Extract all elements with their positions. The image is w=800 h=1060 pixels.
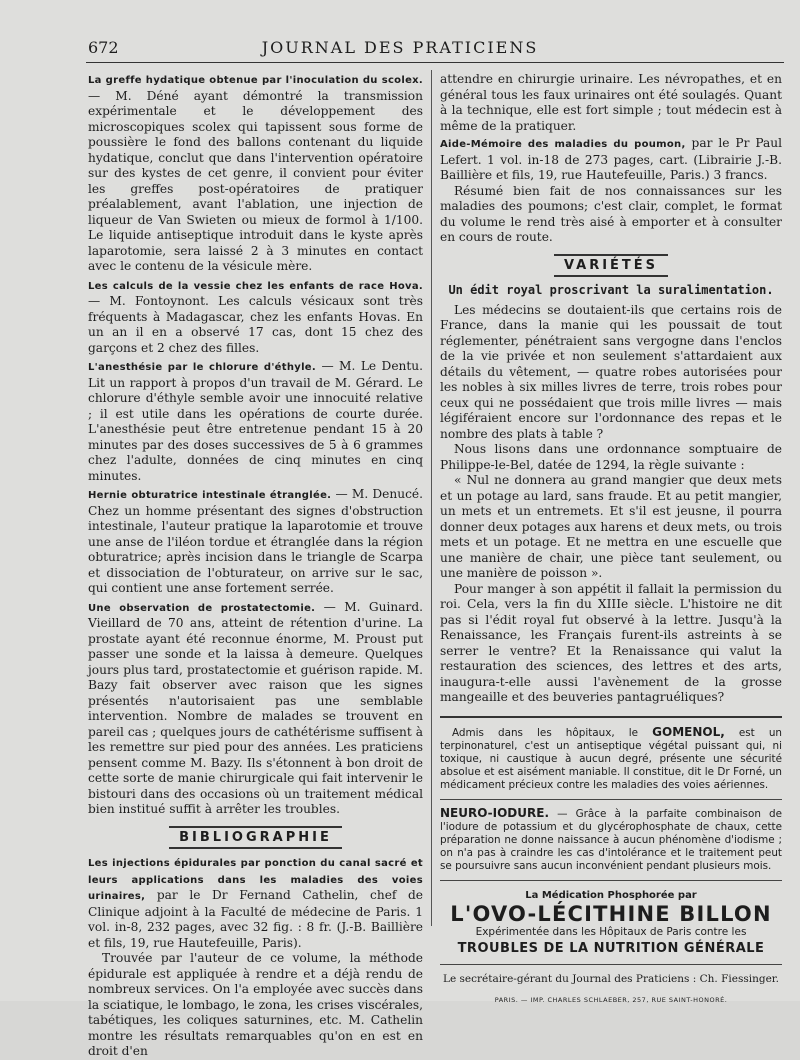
article-title: L'anesthésie par le chlorure d'éthyle. xyxy=(88,362,316,373)
book-review-text: Résumé bien fait de nos connaissances sur les maladies des poumons; c'est clair, complet, le format du volume le rend très aisé à emporter et à consulter en cours de route. xyxy=(440,183,782,244)
article-title: La greffe hydatique obtenue par l'inoculation du scolex. xyxy=(88,75,423,86)
brand-name: GOMENOL, xyxy=(652,724,725,739)
ad-lead: Admis dans les hôpitaux, le xyxy=(452,726,639,739)
page-number: 672 xyxy=(88,38,119,57)
brand-name: L'OVO-LÉCITHINE BILLON xyxy=(450,902,772,926)
ad-line: Expérimentée dans les Hôpitaux de Paris contre les xyxy=(475,925,747,938)
article-prostatectomie xyxy=(88,600,423,818)
article-calculs xyxy=(88,278,423,357)
quotation: « Nul ne donnera au grand mangier que deux mets et un potage au lard, sans fraude. Et au petit mangier, un mets et un entremets. Et s'il est jeusne, il pourra donner deux potages aux harens et deux mets, ou trois mets et un potage. Et ne mettra en une escuelle que une manière de chair, une pièce tant seulement, ou une manière de poisson ». xyxy=(440,473,782,580)
paragraph: Pour manger à son appétit il fallait la permission du roi. Cela, vers la fin du XIIIe siècle. L'histoire ne dit pas si l'édit royal fut observé à la lettre. Jusqu'à la Renaissance, les Français furent-ils astreints à se serrer le ventre? Et la Renaissance qui valut la restauration des sciences, des lettres et des arts, inaugura-t-elle aussi l'avènement de la grosse mangeaille et des beuveries pantagruéliques? xyxy=(440,581,782,704)
paragraph: Nous lisons dans une ordonnance somptuaire de Philippe-le-Bel, datée de 1294, la règle suivante : xyxy=(440,442,782,472)
ad-separator xyxy=(440,880,782,881)
article-subheading: Un édit royal proscrivant la suralimentation. xyxy=(448,283,774,297)
article-text: — M. Denucé. Chez un homme présentant des signes d'obstruction intestinale, l'auteur pratique la laparotomie et trouve une anse de l'iléon tordue et étranglée dans la région obturatrice; après incision dans le triangle de Scarpa et dissociation de l'obturateur, on arrive sur le sac, qui contient une anse fortement serrée. xyxy=(88,487,423,595)
ad-separator xyxy=(440,799,782,800)
article-text: — M. Déné ayant démontré la transmission expérimentale et le développement des microscopiques scolex qui tapissent sous forme de poussière le fond des ballons contenant du liquide hydatique, conclut que dans l'intervention opératoire sur des kystes de cet genre, il convient pour éviter les greffes post-opératoires de pratiquer préalablement, avant l'ablation, une injection de liqueur de Van Swieten ou mieux de formol à 1/100. Le liquide antiseptique introduit dans le kyste après laparotomie, sera laissé 2 à 3 minutes en contact avec le contenu de la vésicule mère. xyxy=(88,88,423,273)
right-column xyxy=(440,72,782,1009)
section-heading-text: VARIÉTÉS xyxy=(554,254,668,278)
book-title: Aide-Mémoire des maladies du poumon, xyxy=(440,139,686,150)
ad-separator xyxy=(440,716,782,718)
continuation-text: attendre en chirurgie urinaire. Les névropathes, et en général tous les faux urinaires ont été soulagés. Quant à la technique, elle est fort simple ; tout médecin est à même de la pratiquer. xyxy=(440,72,782,133)
printer-line: PARIS. — IMP. CHARLES SCHLAEBER, 257, RUE SAINT-HONORÉ. xyxy=(494,996,728,1004)
book-review-aide-memoire xyxy=(440,136,782,184)
book-review-text: Trouvée par l'auteur de ce volume, la méthode épidurale est appliquée à rendre et a déjà rendu de nombreux services. On l'a employée avec succès dans la sciatique, le lombago, le zona, les crises viscérales, tabétiques, les coliques saturnines, etc. M. Cathelin montre les résultats remarquables qu'on en est en droit d'en xyxy=(88,951,423,1058)
section-heading-bibliographie xyxy=(88,826,423,850)
column-divider xyxy=(431,70,432,926)
book-citation: par le Dr Fernand Cathelin, chef de Clinique adjoint à la Faculté de médecine de Paris. 1 vol. in-8, 232 pages, avec 32 fig. : 8 fr. (J.-B. Baillière et fils, 19, rue Hautefeuille, Paris). xyxy=(88,888,424,950)
ad-text: est un terpinonaturel, c'est un antiseptique végétal puissant qui, ni toxique, ni caustique à aucun degré, présente une sécurité absolue et est aisément maniable. Il constitue, dit le Dr Forné, un médicament précieux contre les maladies des voies aériennes. xyxy=(440,726,782,791)
article-title: Les calculs de la vessie chez les enfants de race Hova. xyxy=(88,280,423,292)
article-anesthesie xyxy=(88,359,423,484)
brand-name: NEURO-IODURE. xyxy=(440,805,549,820)
journal-title: JOURNAL DES PRATICIENS xyxy=(261,38,539,57)
ad-neuro-iodure xyxy=(440,807,782,873)
article-text: — M. Fontoynont. Les calculs vésicaux sont très fréquents à Madagascar, chez les enfants Hovas. En un an il en a observé 17 cas, dont 15 chez des garçons et 2 chez des filles. xyxy=(88,294,423,355)
gerant-line: Le secrétaire-gérant du Journal des Praticiens : Ch. Fiessinger. xyxy=(442,972,779,985)
article-title: Hernie obturatrice intestinale étranglée. xyxy=(88,490,332,501)
ad-line: La Médication Phosphorée par xyxy=(525,889,697,901)
ad-line: TROUBLES DE LA NUTRITION GÉNÉRALE xyxy=(457,941,765,956)
article-text: — M. Le Dentu. Lit un rapport à propos d'un travail de M. Gérard. Le chlorure d'éthyle semble avoir une innocuité relative ; il est utile dans les opérations de courte durée. L'anesthésie peut être entretenue pendant 15 à 20 minutes par des doses successives de 5 à 6 grammes chez l'adulte, données de cinq minutes en cinq minutes. xyxy=(88,359,424,483)
article-hernie xyxy=(88,487,423,597)
section-heading-varietes xyxy=(440,254,782,278)
book-title: Les injections épidurales par ponction du canal sacré et leurs applications dans les maladies des voies urinaires, xyxy=(88,858,423,902)
section-heading-text: BIBLIOGRAPHIE xyxy=(169,826,342,850)
article-text: — M. Guinard. Vieillard de 70 ans, atteint de rétention d'urine. La prostate ayant été reconnue énorme, M. Proust put passer une sonde et la laissa à demeure. Quelques jours plus tard, prostatectomie et guérison rapide. M. Bazy fait observer avec raison que les signes présentés n'autorisaient pas une semblable intervention. Nombre de malades se trouvent en pareil cas ; quelques jours de cathétérisme suffisent à les remettre sur pied pour des années. Les praticiens pensent comme M. Bazy. Ils s'étonnent à bon droit de cette sorte de manie chirurgicale qui fait intervenir le bistouri dans des occasions où un traitement médical bien institué suffit à arrêter les troubles. xyxy=(88,599,424,816)
article-greffe xyxy=(88,72,423,275)
ad-gomenol xyxy=(440,726,782,792)
left-column xyxy=(88,72,423,1060)
article-title: Une observation de prostatectomie. xyxy=(88,602,316,614)
ad-text: — Grâce à la parfaite combinaison de l'iodure de potassium et du glycérophosphate de chaux, cette préparation ne donne naissance à aucun phénomène d'iodisme ; on n'a pas à craindre les cas d'intolérance et le traitement peut se poursuivre sans aucun inconvénient pendant plusieurs mois. xyxy=(440,807,782,872)
paragraph: Les médecins se doutaient-ils que certains rois de France, dans la manie qui les poussait de tout réglementer, pénétraient sans vergogne dans l'enclos de la vie privée et non seulement s'attardaient aux détails du vêtement, — quatre robes autorisées pour les nobles à six milles livres de terre, trois robes pour ceux qui ne possédaient que trois mille livres — mais légiféraient encore sur l'ordonnance des repas et le nombre des plats à table ? xyxy=(440,302,782,441)
ad-ovo-lecithine xyxy=(440,888,782,957)
header-rule xyxy=(86,62,784,63)
book-citation: par le Pr Paul Lefert. 1 vol. in-18 de 273 pages, cart. (Librairie J.-B. Baillière et fils, 19, rue Hautefeuille, Paris.) 3 francs. xyxy=(440,136,783,182)
book-review-injections xyxy=(88,855,423,951)
ad-separator xyxy=(440,964,782,965)
